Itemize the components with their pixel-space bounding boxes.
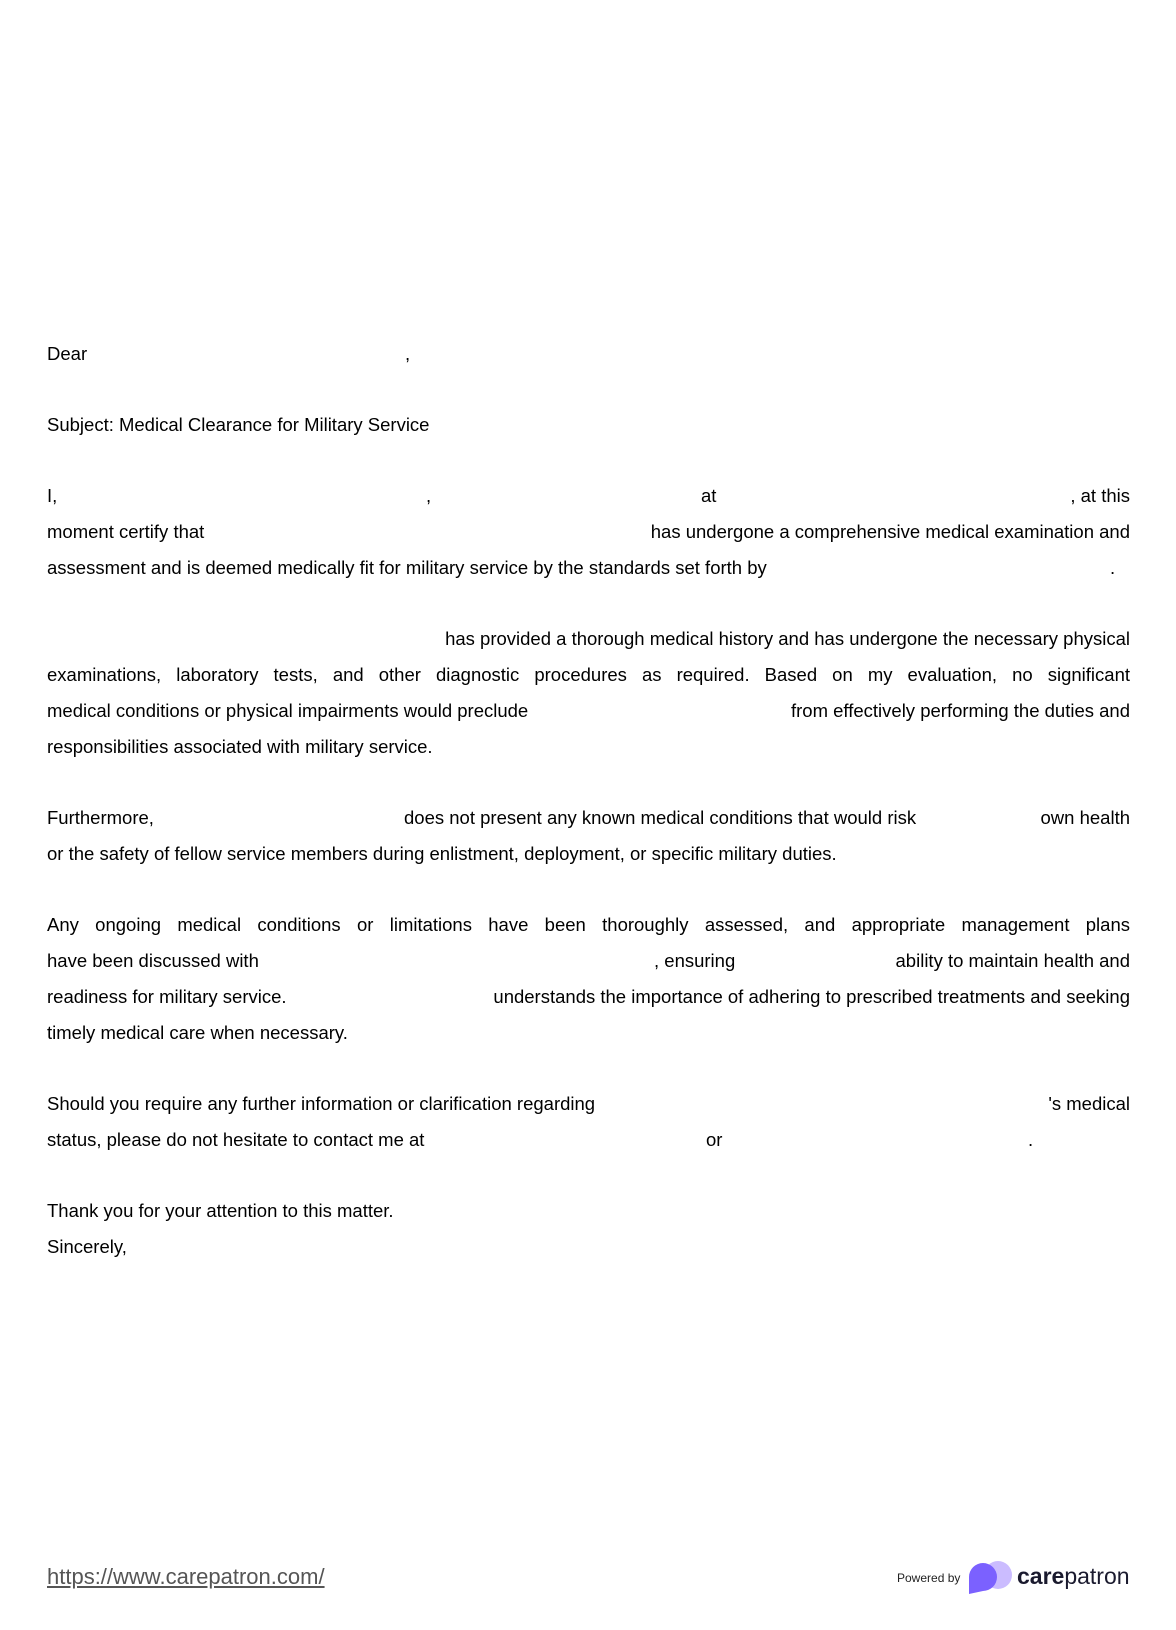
salutation-dear: Dear <box>47 343 88 364</box>
subject-line: Subject: Medical Clearance for Military Service <box>47 414 430 435</box>
salutation-line <box>47 340 1130 368</box>
brand-name-rest: patron <box>1064 1563 1130 1589</box>
footer-url-link[interactable]: https://www.carepatron.com/ <box>47 1564 325 1589</box>
brand-name-bold: care <box>1017 1563 1065 1589</box>
p4-line-1: Any ongoing medical conditions or limitations have been thoroughly assessed, and appropriate management plans <box>47 914 1130 935</box>
p2-line-4: responsibilities associated with military service. <box>47 736 433 757</box>
p5-line-2: status, please do not hesitate to contact me at or . <box>47 1129 1034 1150</box>
p4-line-2: have been discussed with , ensuring ability to maintain health and <box>47 950 1130 971</box>
p1-line-1: I, , at , at this <box>47 485 1130 506</box>
p5-line-1: Should you require any further information or clarification regarding 's medical <box>47 1093 1130 1114</box>
p3-line-2: or the safety of fellow service members during enlistment, deployment, or specific military duties. <box>47 843 837 864</box>
closing-sincerely: Sincerely, <box>47 1236 127 1257</box>
p4-line-4: timely medical care when necessary. <box>47 1022 348 1043</box>
p3-line-1: Furthermore, does not present any known medical conditions that would risk own health <box>47 807 1130 828</box>
carepatron-logo-icon <box>966 1560 1014 1594</box>
p2-line-1: has provided a thorough medical history and has undergone the necessary physical <box>445 628 1130 649</box>
powered-by-label: Powered by <box>897 1571 961 1585</box>
closing-thanks: Thank you for your attention to this matter. <box>47 1200 394 1221</box>
p1-line-2: moment certify that has undergone a comprehensive medical examination and <box>47 521 1130 542</box>
p1-line-3: assessment and is deemed medically fit for military service by the standards set forth by . <box>47 557 1116 578</box>
p4-line-3: readiness for military service. understands the importance of adhering to prescribed treatments and seeking <box>47 986 1130 1007</box>
p2-line-3: medical conditions or physical impairments would preclude from effectively performing the duties and <box>47 700 1130 721</box>
salutation-comma: , <box>405 343 411 364</box>
p2-line-2: examinations, laboratory tests, and other diagnostic procedures as required. Based on my evaluation, no significant <box>47 664 1130 685</box>
carepatron-brand-name <box>1017 1563 1130 1590</box>
